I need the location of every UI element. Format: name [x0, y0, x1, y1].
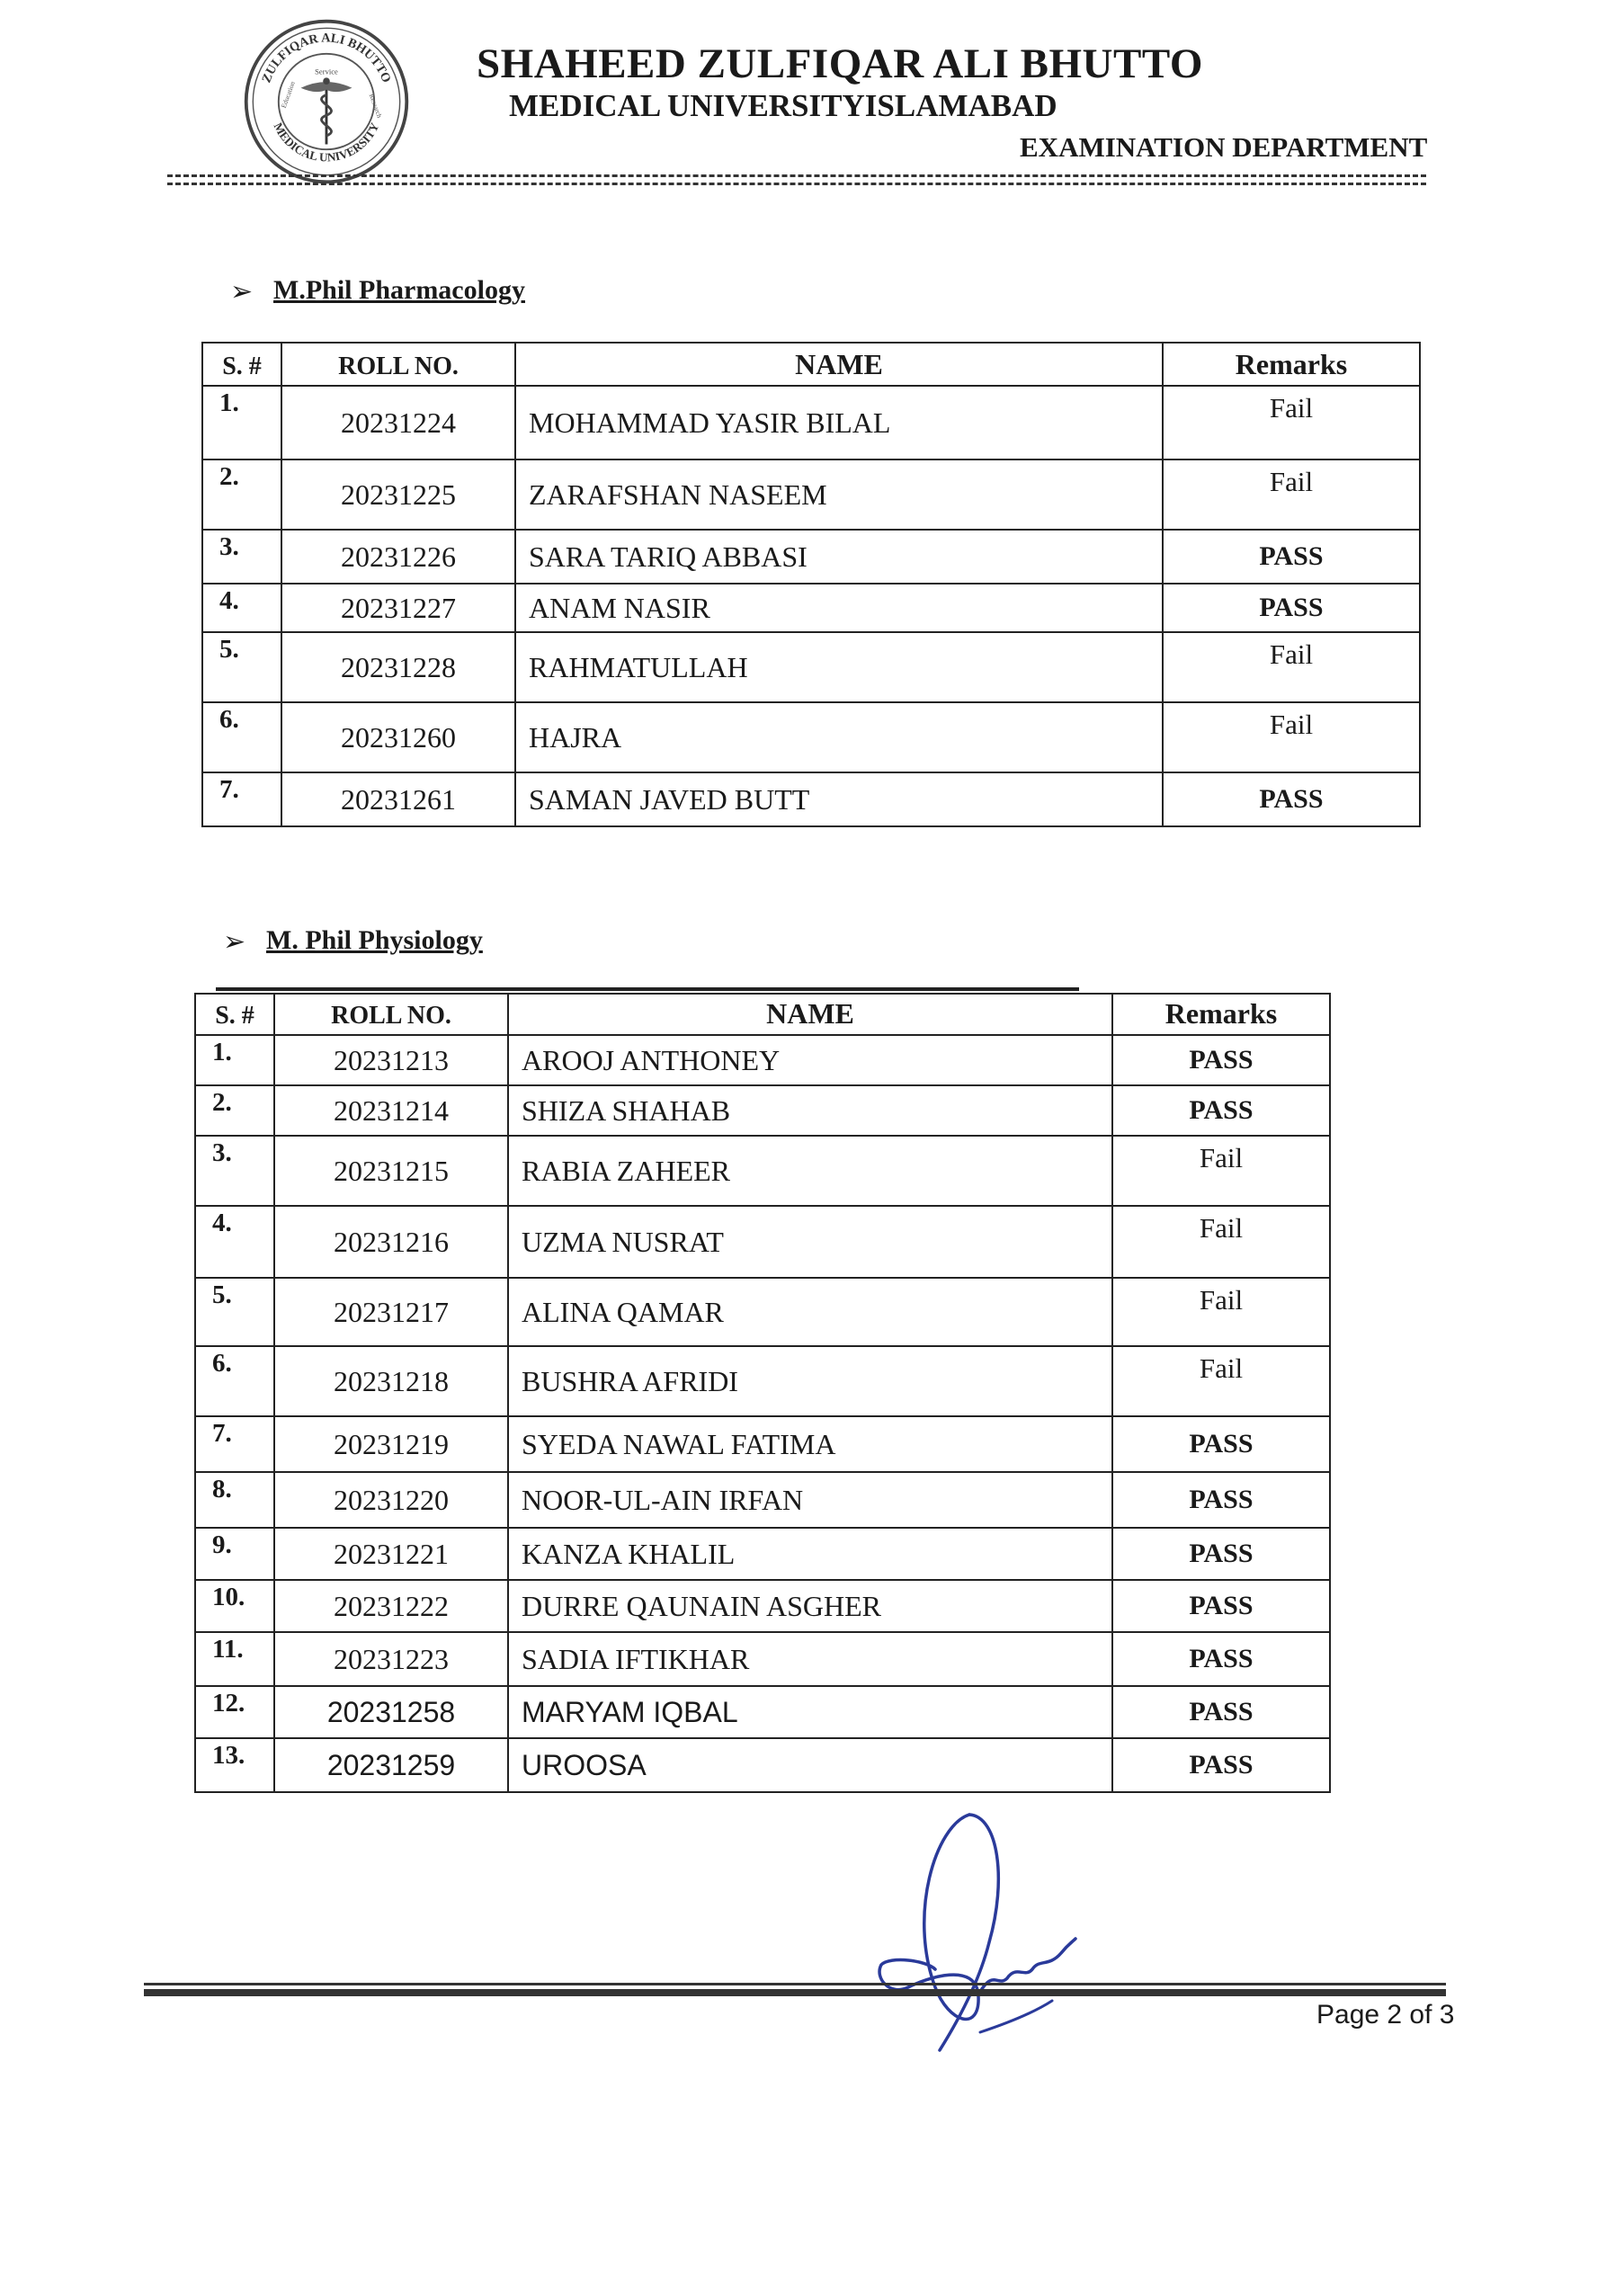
- remarks-cell: PASS: [1112, 1528, 1330, 1580]
- student-name-cell: SARA TARIQ ABBASI: [515, 530, 1163, 584]
- table-body: [202, 386, 1420, 826]
- remarks-cell: Fail: [1112, 1206, 1330, 1278]
- table-row: [195, 1738, 1330, 1792]
- remarks-cell: PASS: [1112, 1686, 1330, 1738]
- roll-number-cell: 20231215: [274, 1136, 508, 1206]
- remarks-cell: PASS: [1112, 1416, 1330, 1472]
- student-name-cell: SAMAN JAVED BUTT: [515, 772, 1163, 826]
- student-name-cell: ALINA QAMAR: [508, 1278, 1112, 1346]
- serial-number-cell: 9.: [195, 1528, 274, 1580]
- student-name-cell: SYEDA NAWAL FATIMA: [508, 1416, 1112, 1472]
- table-row: [195, 1528, 1330, 1580]
- student-name-cell: SHIZA SHAHAB: [508, 1085, 1112, 1136]
- student-name-cell: UROOSA: [508, 1738, 1112, 1792]
- remarks-cell: PASS: [1163, 772, 1420, 826]
- table-row: [195, 1136, 1330, 1206]
- footer-divider-thin: [144, 1983, 1446, 1985]
- roll-number-cell: 20231213: [274, 1035, 508, 1085]
- student-name-cell: MARYAM IQBAL: [508, 1686, 1112, 1738]
- column-header-roll: ROLL NO.: [274, 994, 508, 1035]
- serial-number-cell: 10.: [195, 1580, 274, 1632]
- student-name-cell: RABIA ZAHEER: [508, 1136, 1112, 1206]
- column-header-remarks: Remarks: [1163, 343, 1420, 386]
- table-row: [202, 632, 1420, 702]
- remarks-cell: PASS: [1163, 530, 1420, 584]
- roll-number-cell: 20231224: [281, 386, 515, 459]
- roll-number-cell: 20231226: [281, 530, 515, 584]
- table-row: [195, 1035, 1330, 1085]
- university-seal-logo: [241, 16, 412, 187]
- remarks-cell: Fail: [1163, 386, 1420, 459]
- serial-number-cell: 5.: [195, 1278, 274, 1346]
- roll-number-cell: 20231218: [274, 1346, 508, 1416]
- roll-number-cell: 20231259: [274, 1738, 508, 1792]
- roll-number-cell: 20231217: [274, 1278, 508, 1346]
- serial-number-cell: 7.: [195, 1416, 274, 1472]
- student-name-cell: ANAM NASIR: [515, 584, 1163, 632]
- results-table-pharmacology: [201, 342, 1421, 827]
- column-header-name: NAME: [515, 343, 1163, 386]
- serial-number-cell: 8.: [195, 1472, 274, 1528]
- serial-number-cell: 2.: [202, 459, 281, 530]
- section-title-physiology: M. Phil Physiology: [266, 925, 483, 955]
- table-row: [195, 1632, 1330, 1686]
- table-row: [202, 530, 1420, 584]
- roll-number-cell: 20231227: [281, 584, 515, 632]
- student-name-cell: AROOJ ANTHONEY: [508, 1035, 1112, 1085]
- table-row: [195, 1472, 1330, 1528]
- serial-number-cell: 5.: [202, 632, 281, 702]
- header-divider: [167, 174, 1426, 185]
- serial-number-cell: 1.: [195, 1035, 274, 1085]
- table-row: [202, 386, 1420, 459]
- roll-number-cell: 20231222: [274, 1580, 508, 1632]
- roll-number-cell: 20231219: [274, 1416, 508, 1472]
- column-header-roll: ROLL NO.: [281, 343, 515, 386]
- remarks-cell: PASS: [1112, 1472, 1330, 1528]
- table-row: [195, 1346, 1330, 1416]
- serial-number-cell: 3.: [195, 1136, 274, 1206]
- svg-text:Service: Service: [315, 67, 338, 76]
- student-name-cell: SADIA IFTIKHAR: [508, 1632, 1112, 1686]
- remarks-cell: PASS: [1112, 1632, 1330, 1686]
- student-name-cell: KANZA KHALIL: [508, 1528, 1112, 1580]
- student-name-cell: HAJRA: [515, 702, 1163, 772]
- table-row: [195, 1206, 1330, 1278]
- university-name-line1: SHAHEED ZULFIQAR ALI BHUTTO: [477, 40, 1203, 87]
- student-name-cell: ZARAFSHAN NASEEM: [515, 459, 1163, 530]
- roll-number-cell: 20231223: [274, 1632, 508, 1686]
- table-row: [202, 772, 1420, 826]
- table-row: [202, 459, 1420, 530]
- results-table-physiology: [194, 993, 1331, 1793]
- serial-number-cell: 4.: [202, 584, 281, 632]
- table-row: [202, 584, 1420, 632]
- svg-text:Research: Research: [367, 93, 384, 120]
- serial-number-cell: 2.: [195, 1085, 274, 1136]
- column-header-sn: S. #: [202, 343, 281, 386]
- roll-number-cell: 20231261: [281, 772, 515, 826]
- svg-text:Education: Education: [279, 80, 297, 110]
- serial-number-cell: 6.: [202, 702, 281, 772]
- section-title-pharmacology: M.Phil Pharmacology: [273, 275, 525, 305]
- svg-text:MEDICAL UNIVERSITY: MEDICAL UNIVERSITY: [271, 120, 382, 165]
- roll-number-cell: 20231260: [281, 702, 515, 772]
- student-name-cell: MOHAMMAD YASIR BILAL: [515, 386, 1163, 459]
- roll-number-cell: 20231228: [281, 632, 515, 702]
- remarks-cell: PASS: [1112, 1085, 1330, 1136]
- serial-number-cell: 13.: [195, 1738, 274, 1792]
- roll-number-cell: 20231216: [274, 1206, 508, 1278]
- table-row: [195, 1580, 1330, 1632]
- table-body: [195, 1035, 1330, 1792]
- department-name: EXAMINATION DEPARTMENT: [1020, 131, 1428, 163]
- roll-number-cell: 20231220: [274, 1472, 508, 1528]
- serial-number-cell: 7.: [202, 772, 281, 826]
- remarks-cell: PASS: [1112, 1580, 1330, 1632]
- student-name-cell: UZMA NUSRAT: [508, 1206, 1112, 1278]
- bullet-arrow-icon: ➢: [223, 926, 246, 958]
- student-name-cell: NOOR-UL-AIN IRFAN: [508, 1472, 1112, 1528]
- university-name-line2: MEDICAL UNIVERSITYISLAMABAD: [509, 88, 1057, 123]
- remarks-cell: Fail: [1112, 1346, 1330, 1416]
- table-row: [202, 702, 1420, 772]
- table-row: [195, 1278, 1330, 1346]
- table-row: [195, 1085, 1330, 1136]
- remarks-cell: Fail: [1163, 632, 1420, 702]
- svg-text:ZULFIQAR ALI BHUTTO: ZULFIQAR ALI BHUTTO: [259, 31, 394, 85]
- table-row: [195, 1416, 1330, 1472]
- roll-number-cell: 20231214: [274, 1085, 508, 1136]
- handwritten-signature: [872, 1807, 1106, 2068]
- serial-number-cell: 11.: [195, 1632, 274, 1686]
- remarks-cell: Fail: [1112, 1136, 1330, 1206]
- remarks-cell: Fail: [1163, 702, 1420, 772]
- serial-number-cell: 12.: [195, 1686, 274, 1738]
- student-name-cell: BUSHRA AFRIDI: [508, 1346, 1112, 1416]
- remarks-cell: PASS: [1163, 584, 1420, 632]
- page-number: Page 2 of 3: [1316, 2000, 1455, 2030]
- student-name-cell: RAHMATULLAH: [515, 632, 1163, 702]
- table-row: [195, 1686, 1330, 1738]
- remarks-cell: Fail: [1163, 459, 1420, 530]
- roll-number-cell: 20231221: [274, 1528, 508, 1580]
- roll-number-cell: 20231225: [281, 459, 515, 530]
- column-header-remarks: Remarks: [1112, 994, 1330, 1035]
- remarks-cell: PASS: [1112, 1035, 1330, 1085]
- roll-number-cell: 20231258: [274, 1686, 508, 1738]
- section-divider: [216, 987, 1079, 991]
- remarks-cell: Fail: [1112, 1278, 1330, 1346]
- serial-number-cell: 6.: [195, 1346, 274, 1416]
- column-header-name: NAME: [508, 994, 1112, 1035]
- bullet-arrow-icon: ➢: [230, 276, 254, 308]
- serial-number-cell: 1.: [202, 386, 281, 459]
- footer-divider-thick: [144, 1989, 1446, 1996]
- column-header-sn: S. #: [195, 994, 274, 1035]
- remarks-cell: PASS: [1112, 1738, 1330, 1792]
- student-name-cell: DURRE QAUNAIN ASGHER: [508, 1580, 1112, 1632]
- serial-number-cell: 3.: [202, 530, 281, 584]
- serial-number-cell: 4.: [195, 1206, 274, 1278]
